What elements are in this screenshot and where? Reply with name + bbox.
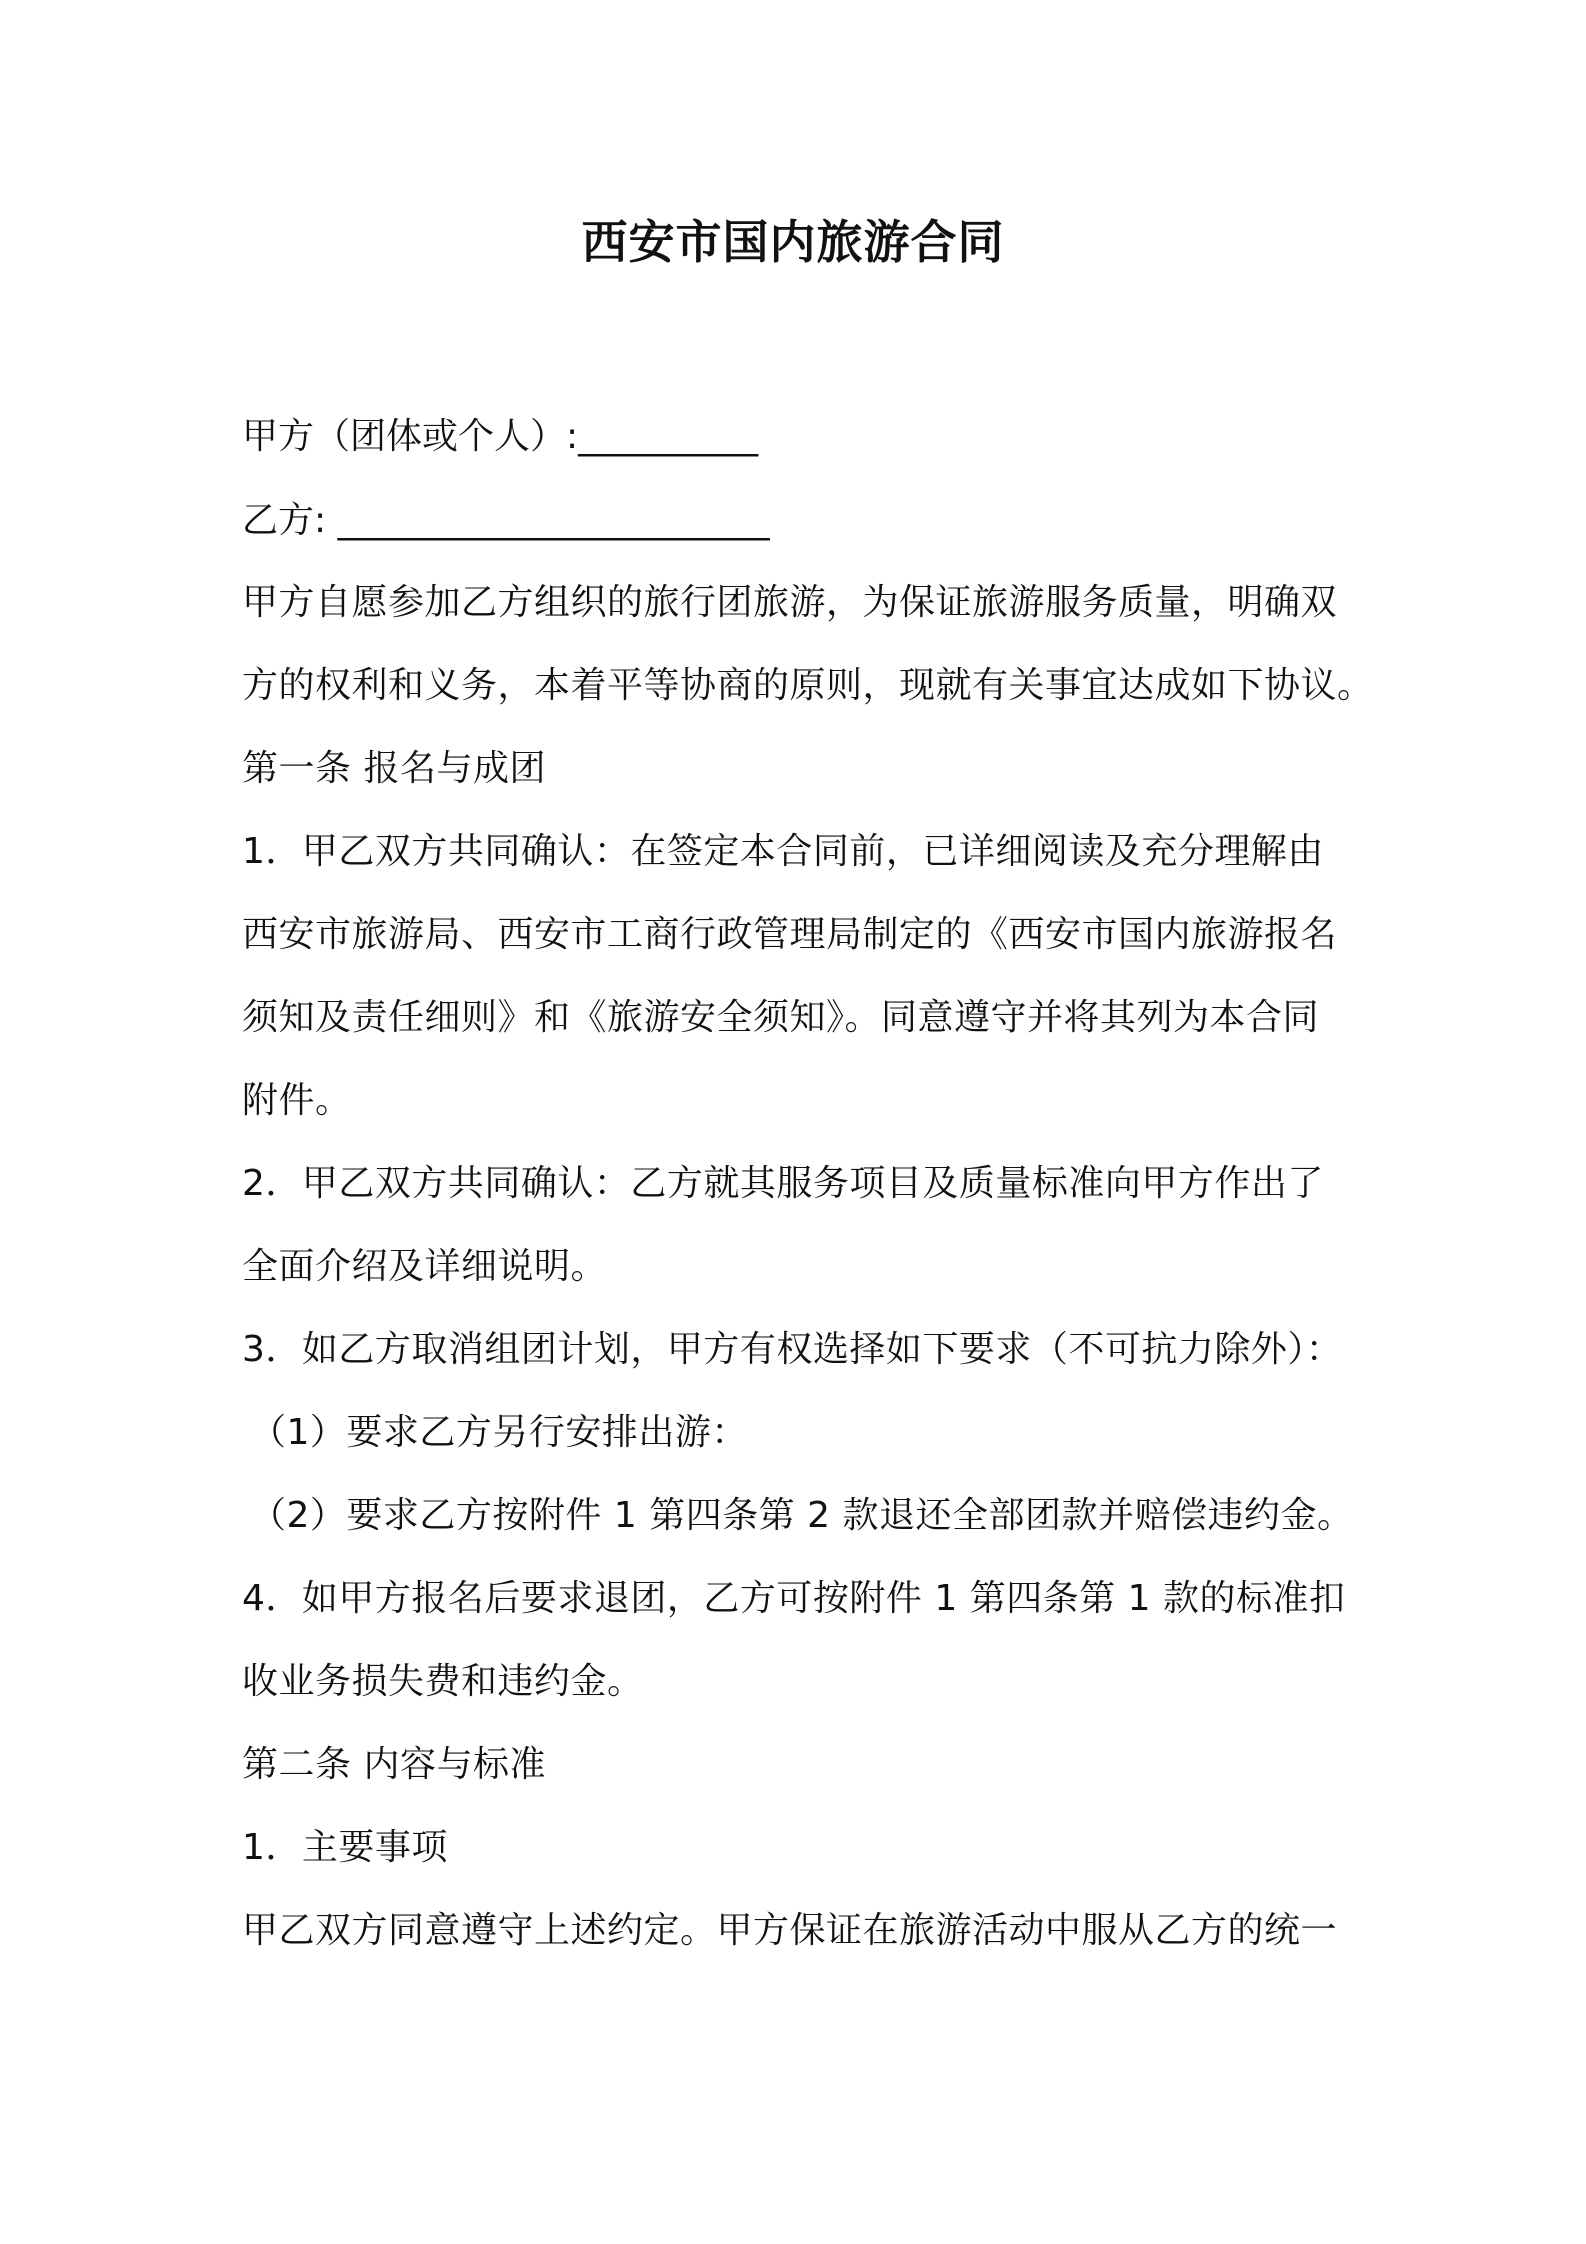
document-title: 西安市国内旅游合同 (581, 215, 1005, 269)
clause2-line-2: 全面介绍及详细说明。 (242, 1246, 608, 1287)
article2-item1: 1．主要事项 (242, 1827, 448, 1868)
clause3-option-2: （2）要求乙方按附件 1 第四条第 2 款退还全部团款并赔偿违约金。 (250, 1495, 1354, 1536)
clause1-line-1: 1．甲乙双方共同确认：在签定本合同前，已详细阅读及充分理解由 (242, 831, 1324, 872)
clause2-line-1: 2．甲乙双方共同确认：乙方就其服务项目及质量标准向甲方作出了 (242, 1163, 1324, 1204)
article2-text-line: 甲乙双方同意遵守上述约定。甲方保证在旅游活动中服从乙方的统一 (242, 1910, 1338, 1951)
clause1-line-2: 西安市旅游局、西安市工商行政管理局制定的《西安市国内旅游报名 (242, 914, 1338, 955)
intro-line-1: 甲方自愿参加乙方组织的旅行团旅游，为保证旅游服务质量，明确双 (242, 582, 1338, 623)
party-a-line: 甲方（团体或个人）:__________ (242, 416, 759, 457)
party-b-line: 乙方: ________________________ (242, 500, 770, 541)
article2-heading: 第二条 内容与标准 (242, 1744, 546, 1785)
clause3-line: 3．如乙方取消组团计划，甲方有权选择如下要求（不可抗力除外）： (242, 1329, 1343, 1370)
clause4-line-2: 收业务损失费和违约金。 (242, 1661, 644, 1702)
article1-heading: 第一条 报名与成团 (242, 748, 546, 789)
clause4-line-1: 4．如甲方报名后要求退团，乙方可按附件 1 第四条第 1 款的标准扣 (242, 1578, 1346, 1619)
clause1-line-4: 附件。 (242, 1080, 352, 1121)
intro-line-2: 方的权利和义务，本着平等协商的原则，现就有关事宜达成如下协议。 (242, 665, 1374, 706)
clause3-option-1: （1）要求乙方另行安排出游： (250, 1412, 748, 1453)
clause1-line-3: 须知及责任细则》和《旅游安全须知》。同意遵守并将其列为本合同 (242, 997, 1320, 1038)
